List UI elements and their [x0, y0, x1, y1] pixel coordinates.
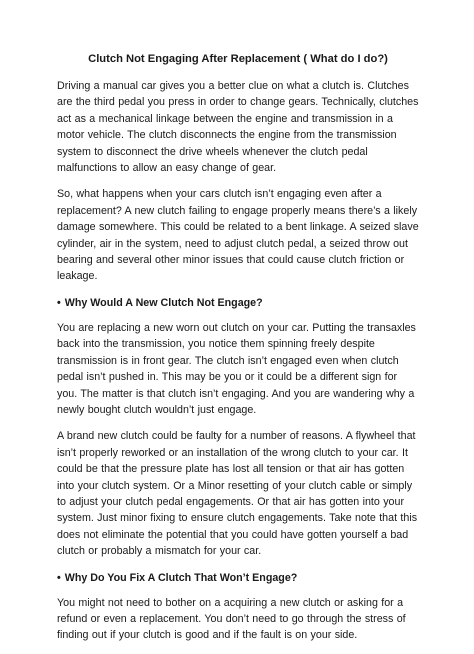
paragraph-what-happens: So, what happens when your cars clutch isn’t engaging even after a replacement? A new clutch failing to engage properly means there’s a likely damage somewhere. This could be related to a bent linkage. A seized slave cylinder, air in the system, need to adjust clutch pedal, a seized throw out bearing and several other minor issues that could cause clutch friction or leakage. — [57, 188, 419, 283]
document-title: Clutch Not Engaging After Replacement ( What do I do?) — [88, 53, 388, 65]
bullet-icon: • — [57, 571, 61, 584]
paragraph-intro: Driving a manual car gives you a better clue on what a clutch is. Clutches are the third pedal you press in order to change gears. Technically, clutches act as a mechanical linkage between the engine and transmission in a motor vehicle. The clutch disconnects the engine from the transmission system to disconnect the drive wheels whenever the clutch pedal malfunctions to allow an easy change of gear. — [57, 80, 419, 175]
document-page — [57, 52, 419, 654]
section-heading-why-not-engage — [57, 295, 419, 311]
paragraph-replacing: You are replacing a new worn out clutch on your car. Putting the transaxles back into the transmission, you notice them spinning freely despite transmission is in front gear. The clutch isn’t engaged even when clutch pedal isn’t pushed in. This may be you or it could be a different sign for you. The matter is that clutch isn’t engaging. And you are wandering why a newly bought clutch wouldn’t just engage. — [57, 321, 416, 416]
heading-text: Why Would A New Clutch Not Engage? — [64, 296, 263, 309]
paragraph-no-need: You might not need to bother on a acquiring a new clutch or asking for a refund or even a replacement. You don’t need to go through the stress of finding out if your clutch is good and if the fault is on your side. — [57, 596, 406, 642]
section-heading-why-fix — [57, 570, 419, 586]
paragraph-faulty-reasons: A brand new clutch could be faulty for a number of reasons. A flywheel that isn’t properly reworked or an installation of the wrong clutch to your car. It could be that the pressure plate has lost all tension or that air has gotten into your clutch system. Or a Minor resetting of your clutch cable or simply to adjust your clutch pedal engagements. Or that air has gotten into your system. Just minor fixing to ensure clutch engagements. Take note that this does not eliminate the potential that you could have gotten yourself a bad clutch or probably a mismatch for your car. — [57, 430, 418, 558]
bullet-icon: • — [57, 296, 61, 309]
heading-text: Why Do You Fix A Clutch That Won’t Engage? — [64, 571, 298, 584]
